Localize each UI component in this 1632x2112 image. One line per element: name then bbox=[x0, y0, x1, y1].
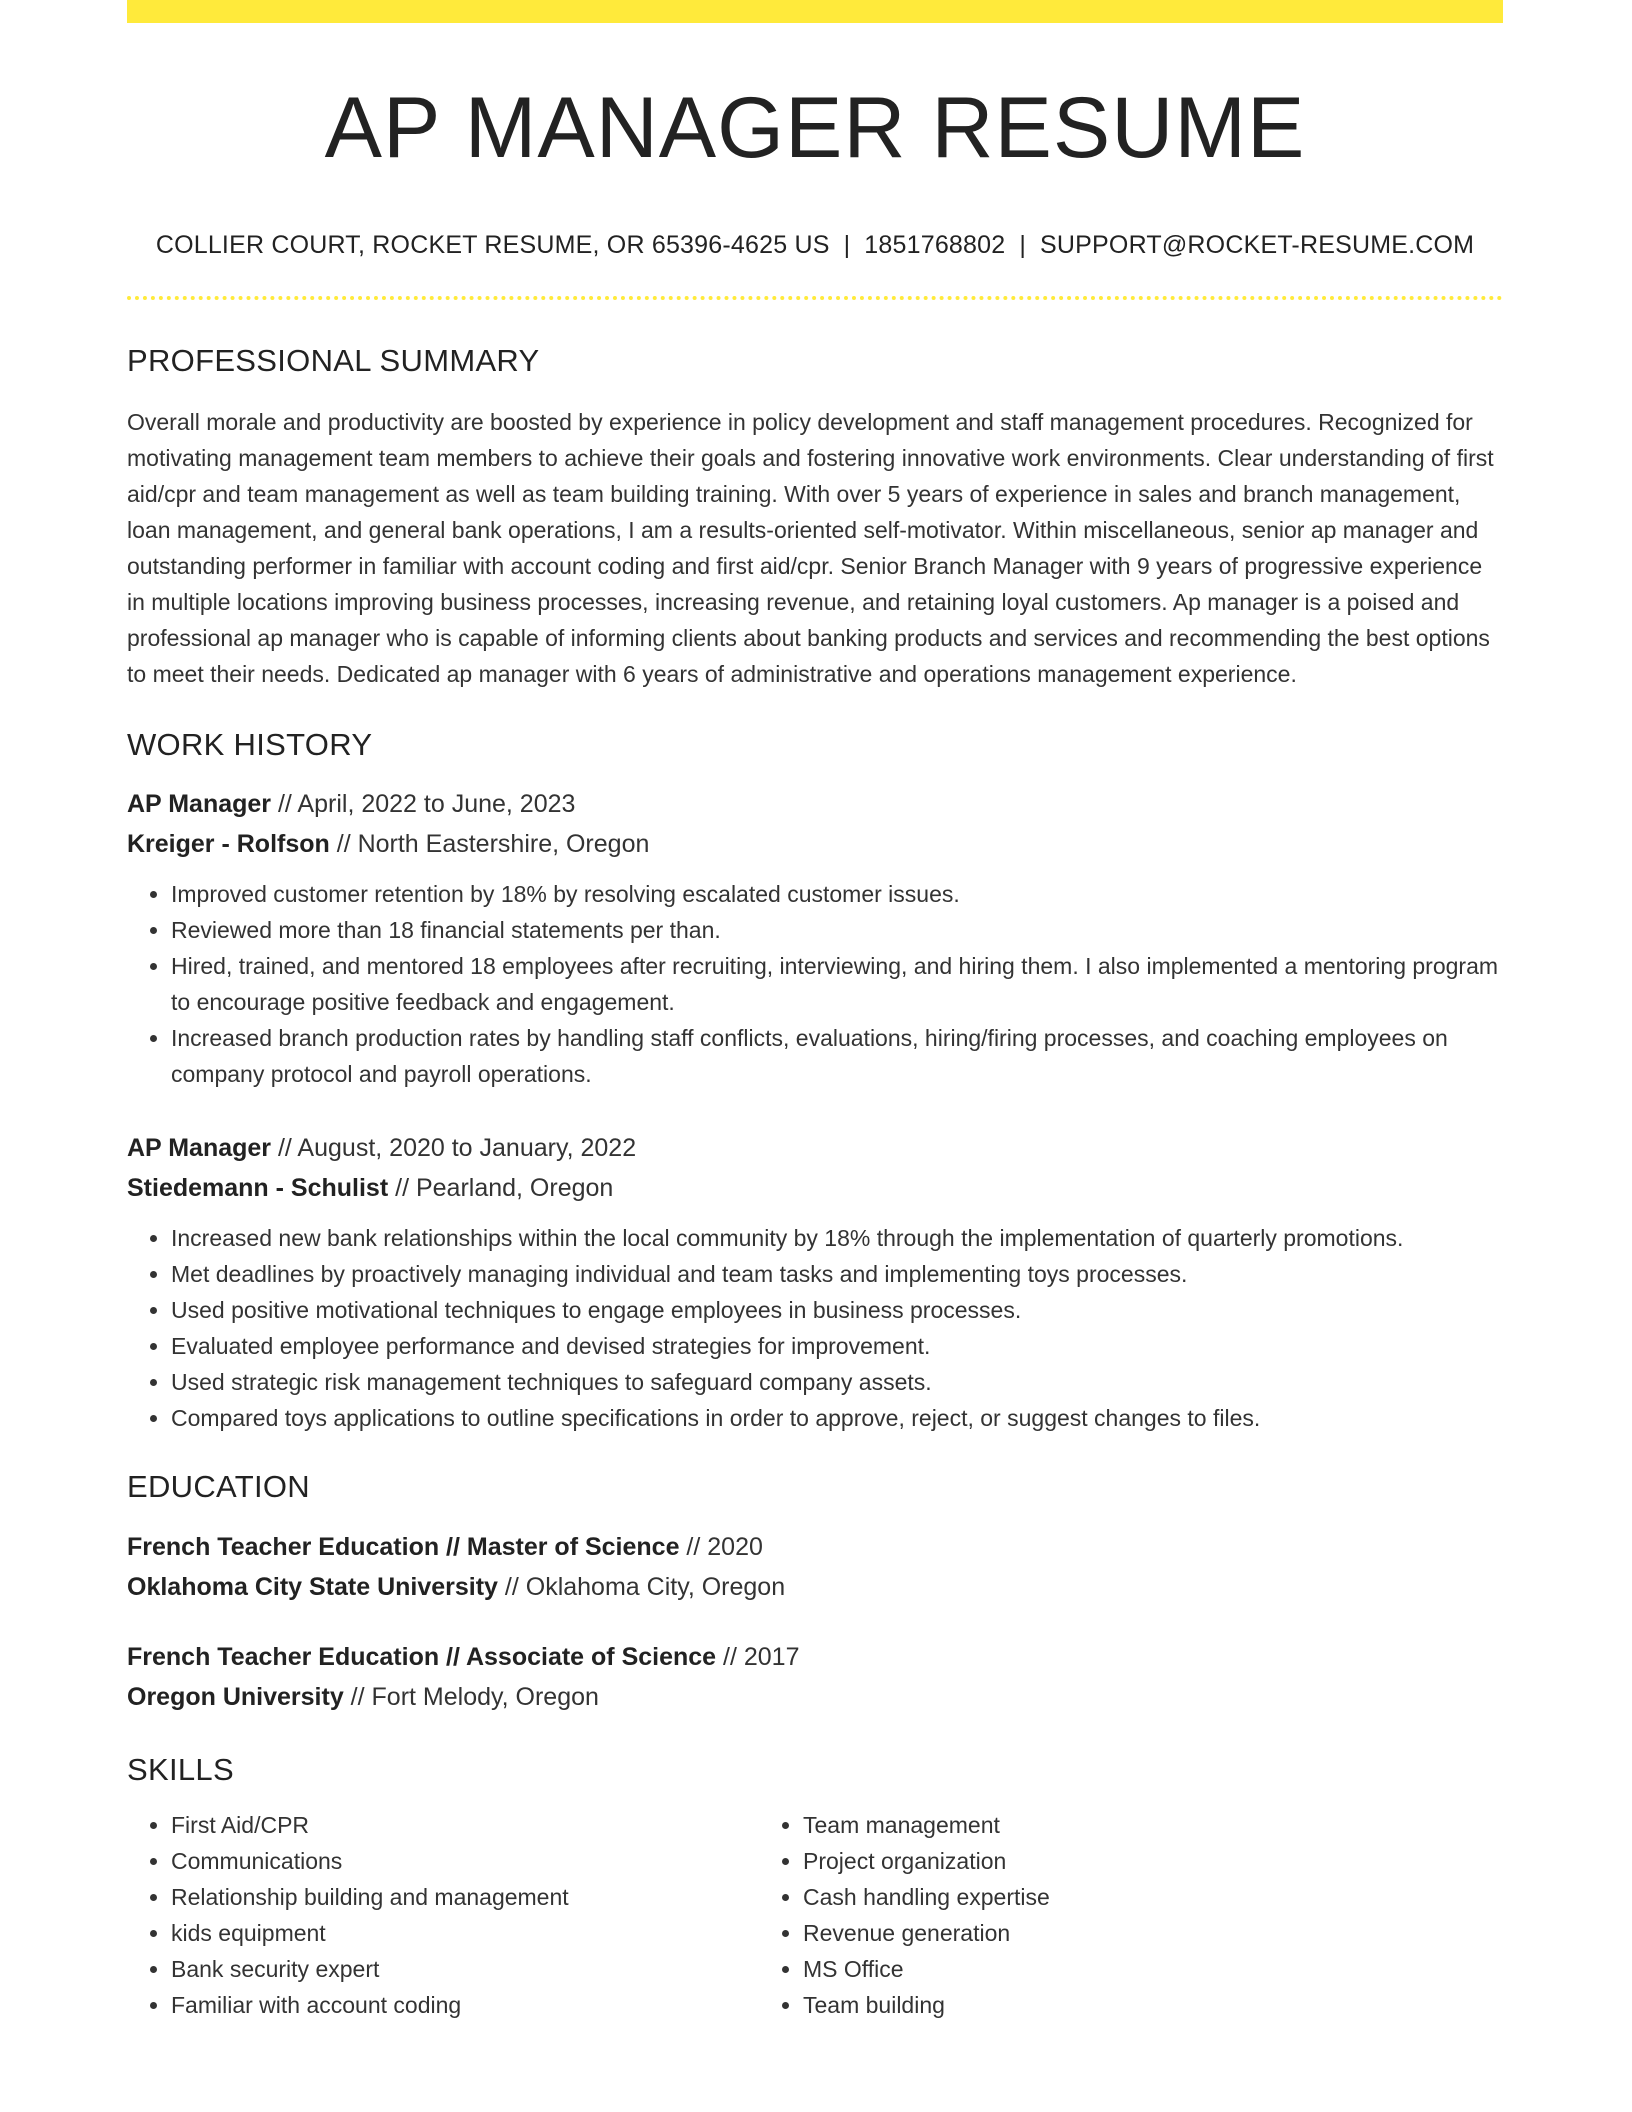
skills-list bbox=[127, 1807, 1503, 2023]
section-heading-summary: PROFESSIONAL SUMMARY bbox=[127, 343, 540, 379]
list-item: • Evaluated employee performance and devised strategies for improvement. bbox=[171, 1328, 1503, 1364]
job-title-line bbox=[127, 784, 1503, 824]
education-entry bbox=[127, 1527, 1503, 1607]
job-title-line bbox=[127, 1128, 1503, 1168]
skill-item: • Relationship building and management bbox=[171, 1879, 759, 1915]
list-item: • Used strategic risk management techniques to safeguard company assets. bbox=[171, 1364, 1503, 1400]
skill-item: • Project organization bbox=[803, 1843, 1459, 1879]
education-degree-line bbox=[127, 1527, 1503, 1567]
skill-item: • Communications bbox=[171, 1843, 759, 1879]
list-item: • Improved customer retention by 18% by resolving escalated customer issues. bbox=[171, 876, 1503, 912]
education-entry bbox=[127, 1637, 1503, 1717]
education-year: // 2017 bbox=[716, 1642, 800, 1671]
job-bullets bbox=[127, 1220, 1503, 1436]
list-item: • Reviewed more than 18 financial statements per than. bbox=[171, 912, 1503, 948]
list-item: • Met deadlines by proactively managing individual and team tasks and implementing toys processes. bbox=[171, 1256, 1503, 1292]
skill-item: • Team building bbox=[803, 1987, 1459, 2023]
contact-address: COLLIER COURT, ROCKET RESUME, OR 65396-4625 US bbox=[155, 231, 830, 260]
section-heading-skills: SKILLS bbox=[127, 1751, 234, 1787]
education-school-line bbox=[127, 1677, 1503, 1717]
education-degree-line bbox=[127, 1637, 1503, 1677]
contact-email: SUPPORT@ROCKET-RESUME.COM bbox=[1040, 231, 1475, 260]
skill-item: • Revenue generation bbox=[803, 1915, 1459, 1951]
section-heading-work-history: WORK HISTORY bbox=[127, 727, 373, 763]
education-school-line bbox=[127, 1567, 1503, 1607]
section-heading-education: EDUCATION bbox=[127, 1469, 310, 1505]
list-item: • Hired, trained, and mentored 18 employees after recruiting, interviewing, and hiring them. I also implemented a mentoring program to encourage positive feedback and engagement. bbox=[171, 948, 1503, 1020]
dotted-divider bbox=[127, 296, 1503, 300]
skill-item: • Cash handling expertise bbox=[803, 1879, 1459, 1915]
education-location: // Fort Melody, Oregon bbox=[343, 1682, 599, 1711]
education-school: Oklahoma City State University bbox=[127, 1572, 498, 1601]
skill-item: • kids equipment bbox=[171, 1915, 759, 1951]
job-entry bbox=[127, 784, 1503, 1092]
top-accent-bar bbox=[127, 0, 1503, 23]
skill-item: • MS Office bbox=[803, 1951, 1459, 1987]
resume-page bbox=[127, 0, 1503, 2023]
job-location: // Pearland, Oregon bbox=[388, 1174, 614, 1203]
contact-separator: | bbox=[1019, 231, 1027, 260]
education-degree: French Teacher Education // Associate of Science bbox=[127, 1642, 717, 1671]
skill-item: • Team management bbox=[803, 1807, 1459, 1843]
contact-separator: | bbox=[843, 231, 851, 260]
job-entry bbox=[127, 1128, 1503, 1436]
job-company: Kreiger - Rolfson bbox=[127, 830, 330, 859]
education-school: Oregon University bbox=[127, 1682, 344, 1711]
resume-title: AP MANAGER RESUME bbox=[324, 80, 1306, 176]
skill-item: • First Aid/CPR bbox=[171, 1807, 759, 1843]
list-item: • Increased new bank relationships within the local community by 18% through the implementation of quarterly promotions. bbox=[171, 1220, 1503, 1256]
list-item: • Increased branch production rates by handling staff conflicts, evaluations, hiring/firing processes, and coaching employees on company protocol and payroll operations. bbox=[171, 1020, 1503, 1092]
job-bullets bbox=[127, 876, 1503, 1092]
skill-item: • Familiar with account coding bbox=[171, 1987, 759, 2023]
education-degree: French Teacher Education // Master of Science bbox=[127, 1532, 680, 1561]
list-item: • Used positive motivational techniques to engage employees in business processes. bbox=[171, 1292, 1503, 1328]
contact-line bbox=[127, 231, 1503, 260]
job-title: AP Manager bbox=[127, 1134, 272, 1163]
skill-item: • Bank security expert bbox=[171, 1951, 759, 1987]
job-company-line bbox=[127, 824, 1503, 864]
list-item: • Compared toys applications to outline specifications in order to approve, reject, or suggest changes to files. bbox=[171, 1400, 1503, 1436]
contact-phone: 1851768802 bbox=[864, 231, 1006, 260]
job-dates: // April, 2022 to June, 2023 bbox=[271, 790, 576, 819]
education-year: // 2020 bbox=[679, 1532, 763, 1561]
summary-text: Overall morale and productivity are boosted by experience in policy development and staff management procedures. Recognized for motivating management team members to achieve their goals and fostering innovative work environments. Clear understanding of first aid/cpr and team management as well as team building training. With over 5 years of experience in sales and branch management, loan management, and general bank operations, I am a results-oriented self-motivator. Within miscellaneous, senior ap manager and outstanding performer in familiar with account coding and first aid/cpr. Senior Branch Manager with 9 years of progressive experience in multiple locations improving business processes, increasing revenue, and retaining loyal customers. Ap manager is a poised and professional ap manager who is capable of informing clients about banking products and services and recommending the best options to meet their needs. Dedicated ap manager with 6 years of administrative and operations management experience. bbox=[127, 409, 1494, 688]
job-dates: // August, 2020 to January, 2022 bbox=[271, 1134, 637, 1163]
skills-column-left bbox=[127, 1807, 759, 2023]
skills-column-right bbox=[759, 1807, 1459, 2023]
education-location: // Oklahoma City, Oregon bbox=[497, 1572, 786, 1601]
job-title: AP Manager bbox=[127, 790, 272, 819]
job-company: Stiedemann - Schulist bbox=[127, 1174, 389, 1203]
job-location: // North Eastershire, Oregon bbox=[329, 830, 650, 859]
job-company-line bbox=[127, 1168, 1503, 1208]
